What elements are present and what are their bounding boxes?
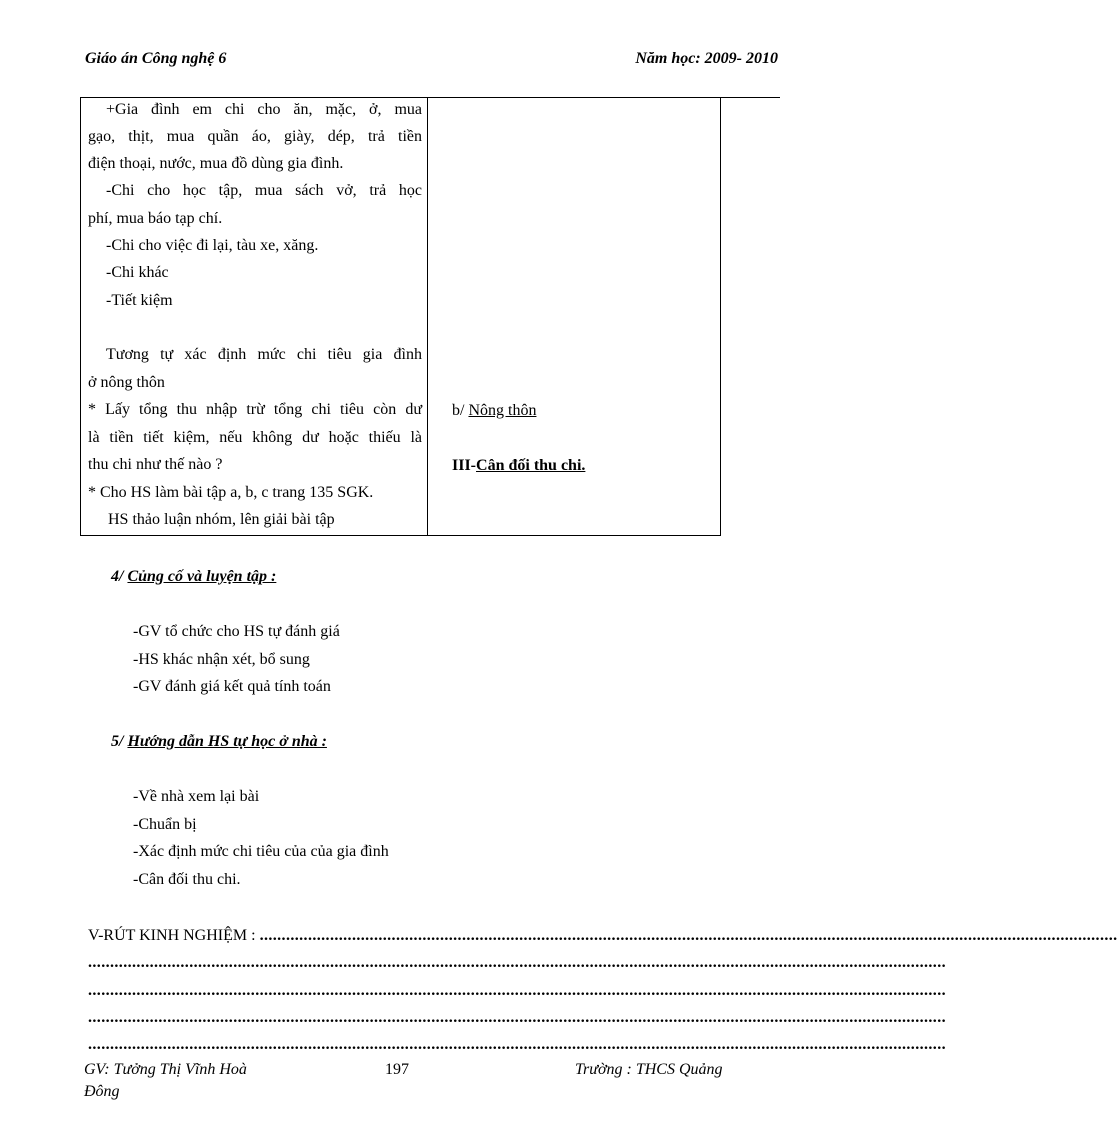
table-left-line: thu chi như thế nào ? (88, 456, 223, 473)
table-left-line: gạo, thịt, mua quần áo, giày, dép, trả tiền (88, 128, 422, 145)
table-left-line: -Chi cho việc đi lại, tàu xe, xăng. (106, 237, 319, 254)
footer-school: Trường : THCS Quảng (575, 1061, 723, 1078)
section-number: 5/ (111, 733, 128, 750)
table-left-line: -Chi khác (106, 264, 169, 281)
table-left-line: -Chi cho học tập, mua sách vở, trả học (106, 182, 422, 199)
dotted-line: ................................................................................................................................................................................................... (88, 982, 946, 999)
subsection-rural (452, 401, 536, 421)
homework-heading (111, 733, 327, 751)
section-title: Cân đối thu chi. (476, 457, 586, 474)
consolidation-heading (111, 568, 276, 586)
table-left-line: +Gia đình em chi cho ăn, mặc, ở, mua (106, 101, 422, 118)
homework-item: -Chuẩn bị (133, 816, 197, 833)
table-left-line: là tiền tiết kiệm, nếu không dư hoặc thiếu là (88, 429, 422, 446)
table-left-line: -Tiết kiệm (106, 292, 173, 309)
dotted-fill: ................................................................................................................................................................................................... (259, 927, 1118, 944)
footer-teacher-continued: Đông (84, 1083, 120, 1100)
section-prefix: III- (452, 457, 477, 474)
table-left-line: * Lấy tổng thu nhập trừ tổng chi tiêu còn dư (88, 401, 422, 418)
dotted-line: ................................................................................................................................................................................................... (88, 954, 946, 971)
table-left-line: Tương tự xác định mức chi tiêu gia đình (106, 346, 422, 363)
consolidation-item: -HS khác nhận xét, bổ sung (133, 651, 310, 668)
table-left-line: phí, mua báo tạp chí. (88, 210, 223, 227)
section-title: Hướng dẫn HS tự học ở nhà : (127, 733, 327, 750)
subsection-title: Nông thôn (468, 402, 537, 419)
footer-teacher: GV: Tưởng Thị Vĩnh Hoà (84, 1061, 247, 1078)
table-left-line: HS thảo luận nhóm, lên giải bài tập (108, 511, 335, 528)
doc-header-subject: Giáo án Công nghệ 6 (85, 50, 227, 67)
experience-line (88, 926, 1118, 946)
doc-header-school-year: Năm học: 2009- 2010 (635, 50, 778, 67)
homework-item: -Về nhà xem lại bài (133, 788, 260, 805)
dotted-line: ................................................................................................................................................................................................... (88, 1036, 946, 1053)
page-number: 197 (385, 1061, 409, 1078)
homework-item: -Cân đối thu chi. (133, 871, 241, 888)
dotted-line: ................................................................................................................................................................................................... (88, 1009, 946, 1026)
section-title: Củng cố và luyện tập : (127, 568, 277, 585)
section-balance (452, 456, 585, 476)
subsection-prefix: b/ (452, 402, 469, 419)
consolidation-item: -GV đánh giá kết quả tính toán (133, 678, 331, 695)
table-left-line: ở nông thôn (88, 374, 165, 391)
section-number: 4/ (111, 568, 128, 585)
table-column-divider (427, 97, 428, 536)
table-left-line: * Cho HS làm bài tập a, b, c trang 135 SGK. (88, 484, 374, 501)
experience-label: V-RÚT KINH NGHIỆM : (88, 927, 260, 944)
homework-item: -Xác định mức chi tiêu của của gia đình (133, 843, 389, 860)
consolidation-item: -GV tổ chức cho HS tự đánh giá (133, 623, 340, 640)
table-left-line: điện thoại, nước, mua đồ dùng gia đình. (88, 155, 344, 172)
